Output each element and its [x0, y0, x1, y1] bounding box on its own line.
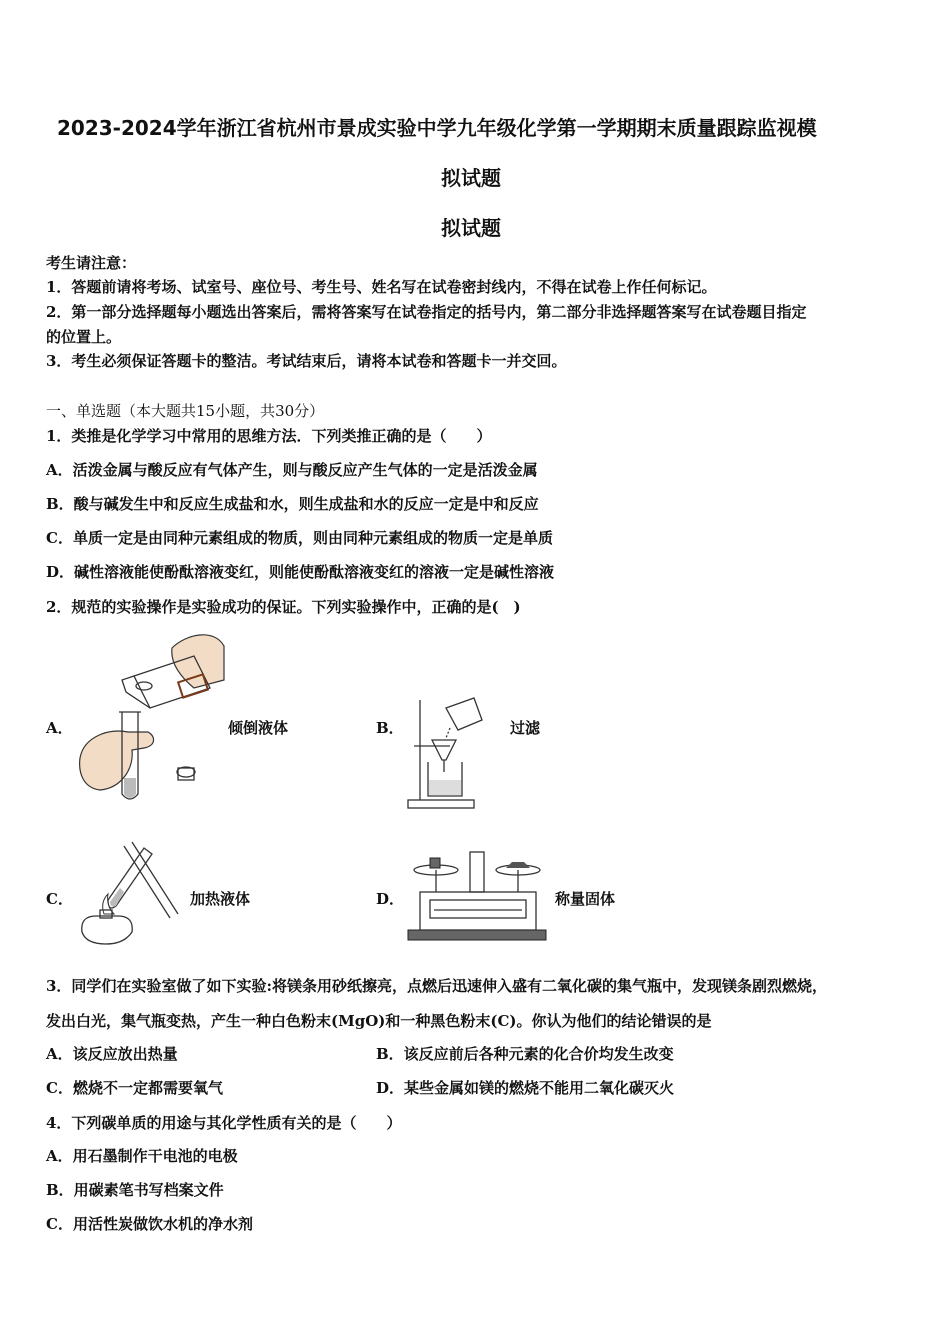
question-2-option-a-letter: A．: [46, 719, 73, 737]
notice-item: 3．考生必须保证答题卡的整洁。考试结束后，请将本试卷和答题卡一并交回。: [46, 352, 567, 370]
question-1-option-b: B．酸与碱发生中和反应生成盐和水，则生成盐和水的反应一定是中和反应: [46, 495, 539, 513]
question-2-option-a-caption: 倾倒液体: [228, 719, 289, 737]
heating-liquid-icon: [74, 836, 184, 948]
page-title-line1: 2023-2024学年浙江省杭州市景成实验中学九年级化学第一学期期末质量跟踪监视模: [57, 116, 817, 140]
question-4-stem: 4．下列碳单质的用途与其化学性质有关的是（ ）: [46, 1114, 402, 1132]
question-2-option-b-letter: B．: [376, 719, 404, 737]
question-1-stem: 1．类推是化学学习中常用的思维方法．下列类推正确的是（ ）: [46, 427, 492, 445]
question-4-option-a: A．用石墨制作干电池的电极: [46, 1147, 238, 1165]
notice-item: 1．答题前请将考场、试室号、座位号、考生号、姓名写在试卷密封线内，不得在试卷上作任何标记。: [46, 278, 717, 296]
notice-item: 的位置上。: [46, 328, 122, 346]
notice-heading: 考生请注意：: [46, 254, 137, 272]
question-2-option-c-caption: 加热液体: [190, 890, 251, 908]
question-3-option-a: A．该反应放出热量: [46, 1045, 178, 1063]
question-3-stem-line1: 3．同学们在实验室做了如下实验:将镁条用砂纸擦亮，点燃后迅速伸入盛有二氧化碳的集气瓶中，发现镁条剧烈燃烧，: [46, 977, 827, 995]
question-1-option-d: D．碱性溶液能使酚酞溶液变红，则能使酚酞溶液变红的溶液一定是碱性溶液: [46, 563, 555, 581]
question-2-option-d-caption: 称量固体: [555, 890, 616, 908]
question-4-option-b: B．用碳素笔书写档案文件: [46, 1181, 224, 1199]
section-heading: 一、单选题（本大题共15小题，共30分）: [46, 402, 325, 420]
filtration-icon: [406, 698, 490, 812]
question-3-option-b: B．该反应前后各种元素的化合价均发生改变: [376, 1045, 674, 1063]
question-2-option-b-caption: 过滤: [510, 719, 541, 737]
question-2-stem: 2．规范的实验操作是实验成功的保证。下列实验操作中，正确的是( ): [46, 598, 521, 616]
page-title-line2: 拟试题: [441, 166, 501, 190]
question-3-option-d: D．某些金属如镁的燃烧不能用二氧化碳灭火: [376, 1079, 675, 1097]
question-1-option-c: C．单质一定是由同种元素组成的物质，则由同种元素组成的物质一定是单质: [46, 529, 553, 547]
page-title-line3: 拟试题: [441, 216, 501, 240]
question-3-stem-line2: 发出白光，集气瓶变热，产生一种白色粉末(MgO)和一种黑色粉末(C)。你认为他们的结论错误的是: [46, 1012, 712, 1030]
question-1-option-a: A．活泼金属与酸反应有气体产生，则与酸反应产生气体的一定是活泼金属: [46, 461, 538, 479]
question-2-option-c-letter: C．: [46, 890, 73, 908]
pouring-liquid-icon: [74, 628, 234, 804]
notice-item: 2．第一部分选择题每小题选出答案后，需将答案写在试卷指定的括号内，第二部分非选择题答案写在试卷题目指定: [46, 303, 807, 321]
question-3-option-c: C．燃烧不一定都需要氧气: [46, 1079, 223, 1097]
balance-weighing-icon: [406, 848, 550, 942]
question-2-option-d-letter: D．: [376, 890, 405, 908]
question-4-option-c: C．用活性炭做饮水机的净水剂: [46, 1215, 253, 1233]
